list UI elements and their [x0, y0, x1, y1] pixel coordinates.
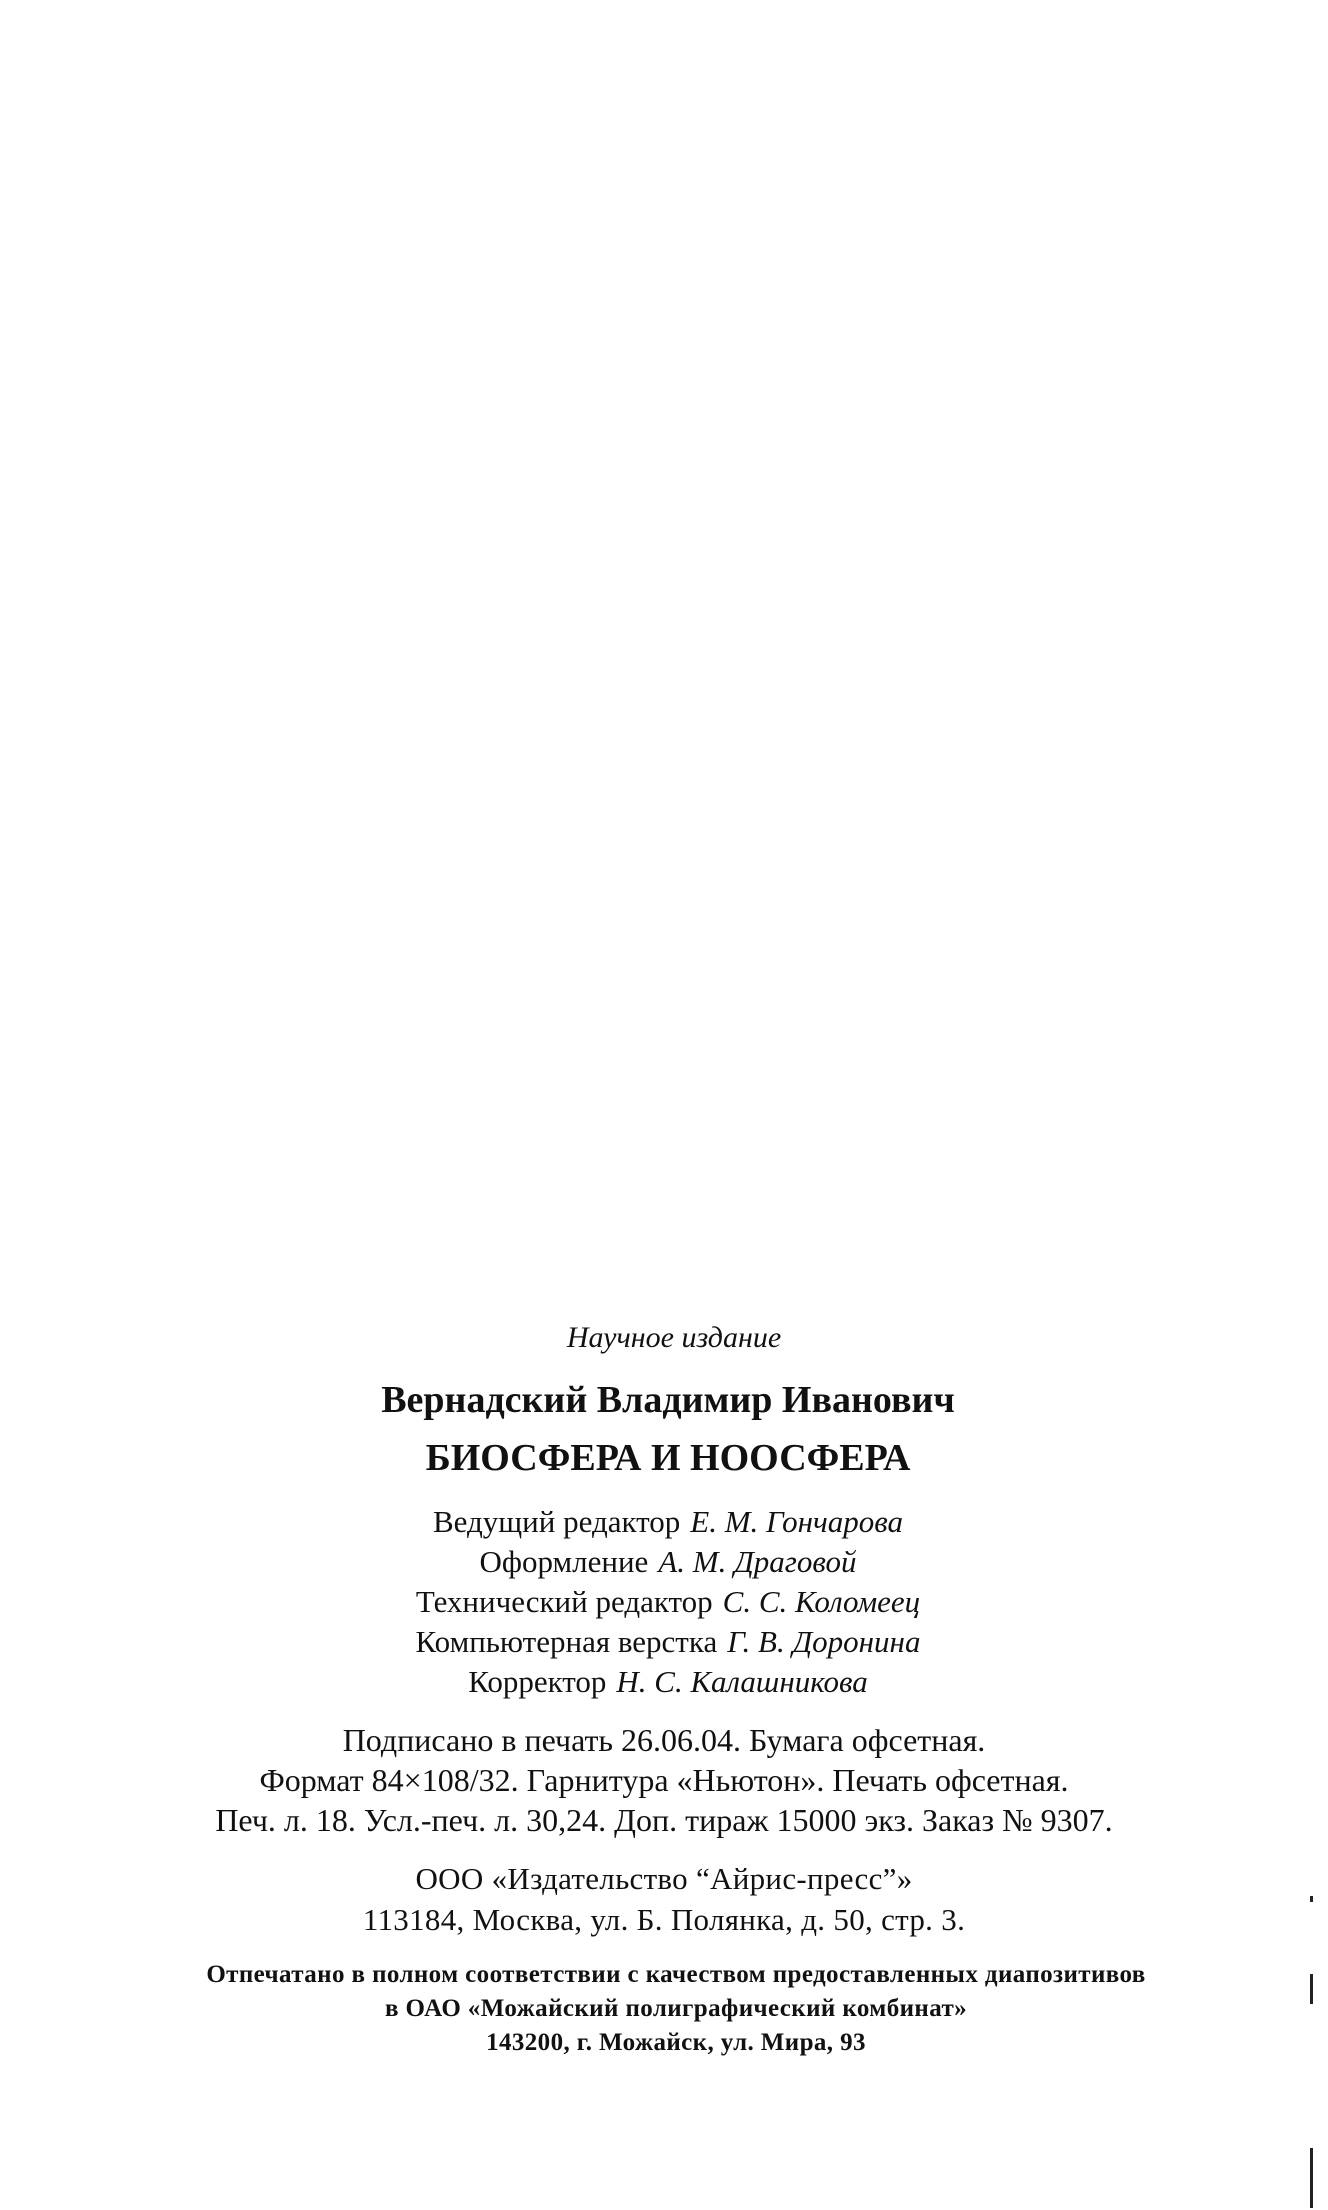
credit-name: Е. М. Гончарова [690, 1504, 903, 1539]
credit-role: Компьютерная верстка [415, 1624, 718, 1659]
printer-address: 143200, г. Можайск, ул. Мира, 93 [486, 2029, 866, 2056]
credit-name: Г. В. Доронина [727, 1624, 921, 1659]
credit-role: Корректор [468, 1664, 607, 1699]
scan-mark [1310, 1896, 1313, 1902]
credits-list [8, 1502, 1328, 1702]
credit-line [8, 1622, 1328, 1662]
publisher-info [0, 1858, 1328, 1940]
credit-role: Оформление [479, 1544, 649, 1579]
print-details [0, 1720, 1328, 1840]
credit-name: Н. С. Калашникова [616, 1664, 868, 1699]
credit-name: С. С. Коломеец [722, 1584, 921, 1619]
publisher-address: 113184, Москва, ул. Б. Полянка, д. 50, стр. 3. [362, 1902, 966, 1937]
scan-mark [1310, 2148, 1313, 2208]
credit-line [8, 1662, 1328, 1702]
print-detail-line: Подписано в печать 26.06.04. Бумага офсетная. [342, 1722, 986, 1758]
credit-line [8, 1502, 1328, 1542]
imprint-block [0, 1318, 1328, 2060]
print-detail-line: Печ. л. 18. Усл.-печ. л. 30,24. Доп. тираж 15000 экз. Заказ № 9307. [215, 1802, 1113, 1838]
series-label: Научное издание [566, 1321, 782, 1354]
credit-name: А. М. Драговой [658, 1544, 857, 1579]
printer-line: Отпечатано в полном соответствии с качеством предоставленных диапозитивов [206, 1961, 1146, 1988]
credit-line [8, 1542, 1328, 1582]
publisher-name: ООО «Издательство “Айрис-пресс”» [415, 1861, 913, 1896]
printer-line: в ОАО «Можайский полиграфический комбинат» [384, 1995, 968, 2022]
credit-line [8, 1582, 1328, 1622]
print-detail-line: Формат 84×108/32. Гарнитура «Ньютон». Печать офсетная. [259, 1762, 1069, 1798]
credit-role: Ведущий редактор [433, 1504, 681, 1539]
author-name: Вернадский Владимир Иванович [381, 1379, 955, 1421]
book-title: БИОСФЕРА И НООСФЕРА [425, 1437, 911, 1479]
credit-role: Технический редактор [415, 1584, 713, 1619]
scan-mark [1310, 1974, 1313, 2004]
printer-info [24, 1958, 1328, 2060]
